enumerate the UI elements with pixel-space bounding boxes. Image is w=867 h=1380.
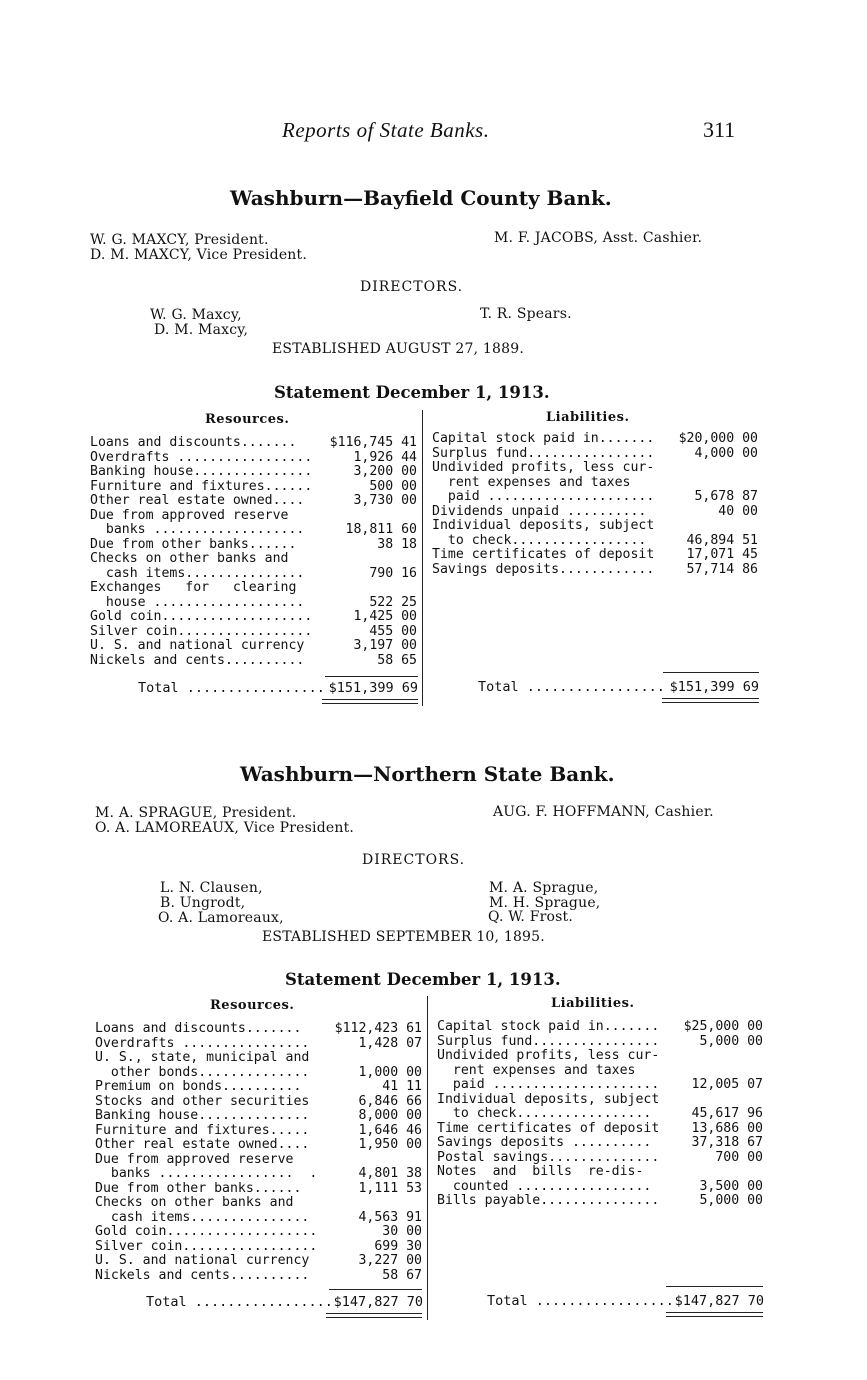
running-head: Reports of State Banks. — [282, 118, 490, 142]
row-label: banks ................... — [90, 523, 305, 537]
row-amount: 700 00 — [715, 1149, 763, 1165]
table-row — [432, 563, 758, 578]
row-amount: 40 00 — [718, 503, 758, 519]
row-amount: 1,111 53 — [358, 1180, 422, 1196]
row-label: Capital stock paid in....... — [432, 432, 655, 446]
total-label: Total ................. — [138, 680, 325, 696]
total-double-rule — [322, 699, 418, 704]
row-amount: 3,500 00 — [699, 1178, 763, 1194]
row-amount: 500 00 — [369, 478, 417, 494]
row-label: Silver coin................. — [90, 624, 313, 639]
row-amount: 5,000 00 — [699, 1033, 763, 1049]
table-row — [95, 1240, 422, 1255]
row-label: Banking house............... — [90, 465, 313, 479]
total-amount: $151,399 69 — [328, 680, 418, 696]
row-label: rent expenses and taxes — [432, 475, 631, 490]
resources-heading: Resources. — [210, 998, 295, 1013]
table-row — [437, 1078, 763, 1093]
table-row — [95, 1167, 422, 1182]
director-name: L. N. Clausen, — [160, 880, 263, 896]
subtotal-rule — [325, 676, 418, 677]
officer-left: M. A. SPRAGUE, President. — [95, 805, 297, 821]
row-label: Postal savings.............. — [437, 1150, 660, 1165]
bank-name: Washburn—Northern State Bank. — [240, 762, 615, 786]
column-divider — [427, 996, 428, 1320]
table-row — [90, 552, 417, 567]
table-row — [95, 1254, 422, 1269]
table-row — [432, 519, 758, 534]
officer-right: M. F. JACOBS, Asst. Cashier. — [494, 230, 703, 246]
row-amount: 3,227 00 — [358, 1253, 422, 1268]
officer-right: AUG. F. HOFFMANN, Cashier. — [493, 804, 714, 820]
page-number: 311 — [703, 117, 736, 142]
row-amount: 58 65 — [377, 652, 417, 668]
table-row — [437, 1049, 763, 1064]
table-row — [437, 1151, 763, 1166]
table-row — [90, 523, 417, 538]
row-label: cash items............... — [90, 566, 305, 581]
total-double-rule — [326, 1313, 422, 1318]
row-label: Individual deposits, subject — [437, 1092, 660, 1107]
total-double-rule — [662, 698, 759, 703]
row-label: Furniture and fixtures...... — [90, 479, 313, 494]
row-label: Due from approved reserve — [95, 1152, 294, 1167]
table-row — [90, 581, 417, 596]
row-label: paid ..................... — [432, 490, 655, 504]
liabilities-total-row — [478, 679, 759, 695]
table-row — [95, 1080, 422, 1095]
table-row — [432, 432, 758, 447]
director-name: M. A. Sprague, — [489, 880, 599, 896]
table-row — [437, 1136, 763, 1151]
row-amount: 30 00 — [382, 1224, 422, 1239]
row-label: Time certificates of deposit — [432, 548, 655, 562]
row-label: other bonds.............. — [95, 1065, 310, 1080]
table-row — [437, 1020, 763, 1035]
total-amount: $147,827 70 — [333, 1294, 423, 1310]
row-amount: 12,005 07 — [691, 1077, 763, 1092]
table-row — [95, 1037, 422, 1052]
table-row — [432, 461, 758, 476]
row-amount: 3,200 00 — [353, 464, 417, 479]
row-label: Loans and discounts....... — [90, 436, 297, 450]
row-amount: 522 25 — [369, 594, 417, 610]
row-label: Capital stock paid in....... — [437, 1020, 660, 1034]
row-amount: 45,617 96 — [691, 1106, 763, 1121]
table-row — [437, 1035, 763, 1050]
director-name: Q. W. Frost. — [488, 909, 574, 925]
table-row — [90, 538, 417, 553]
director-name: O. A. Lamoreaux, — [158, 910, 284, 926]
officer-left: D. M. MAXCY, Vice President. — [90, 247, 307, 263]
row-amount: 58 67 — [382, 1267, 422, 1283]
row-label: Time certificates of deposit — [437, 1121, 660, 1136]
row-amount: 6,846 66 — [358, 1093, 422, 1109]
table-row — [90, 639, 417, 654]
directors-heading: DIRECTORS. — [362, 852, 466, 868]
table-row — [95, 1211, 422, 1226]
row-label: Savings deposits .......... — [437, 1136, 652, 1150]
row-label: Silver coin................. — [95, 1239, 318, 1254]
row-label: Checks on other banks and — [95, 1196, 294, 1210]
table-row — [95, 1051, 422, 1066]
table-row — [432, 476, 758, 491]
row-label: paid ..................... — [437, 1078, 660, 1092]
liabilities-heading: Liabilities. — [546, 410, 630, 425]
row-label: Banking house.............. — [95, 1109, 310, 1123]
table-row — [432, 505, 758, 520]
director-name: M. H. Sprague, — [489, 895, 601, 911]
row-label: rent expenses and taxes — [437, 1063, 636, 1078]
table-row — [90, 610, 417, 625]
row-amount: $20,000 00 — [678, 431, 758, 446]
row-amount: 38 18 — [377, 536, 417, 552]
table-row — [90, 494, 417, 509]
row-amount: $116,745 41 — [329, 435, 417, 450]
row-label: Undivided profits, less cur- — [432, 461, 655, 475]
resources-heading: Resources. — [205, 412, 290, 427]
row-label: Stocks and other securities — [95, 1094, 310, 1109]
table-row — [432, 490, 758, 505]
row-label: Dividends unpaid .......... — [432, 504, 647, 519]
row-label: Due from approved reserve — [90, 508, 289, 523]
table-row — [90, 451, 417, 466]
subtotal-rule — [666, 1286, 763, 1287]
bank-name: Washburn—Bayfield County Bank. — [230, 186, 612, 210]
subtotal-rule — [329, 1289, 422, 1290]
table-row — [432, 447, 758, 462]
row-amount: 4,000 00 — [694, 445, 758, 461]
row-label: Notes and bills re-dis- — [437, 1165, 644, 1179]
table-row — [90, 625, 417, 640]
row-label: U. S. and national currency — [95, 1254, 310, 1268]
row-label: Gold coin................... — [95, 1225, 318, 1239]
row-amount: 1,926 44 — [353, 449, 417, 465]
row-label: Other real estate owned.... — [95, 1138, 310, 1152]
row-label: Furniture and fixtures..... — [95, 1123, 310, 1138]
row-amount: 5,000 00 — [699, 1193, 763, 1208]
row-amount: 57,714 86 — [686, 561, 758, 577]
row-amount: 5,678 87 — [694, 489, 758, 504]
row-label: Individual deposits, subject — [432, 519, 655, 533]
table-row — [90, 567, 417, 582]
row-label: Surplus fund................ — [437, 1034, 660, 1049]
total-amount: $147,827 70 — [674, 1293, 764, 1309]
row-label: Overdrafts ................ — [95, 1036, 310, 1051]
table-row — [437, 1194, 763, 1209]
table-row — [95, 1196, 422, 1211]
row-amount: $112,423 61 — [334, 1021, 422, 1036]
director-name: W. G. Maxcy, — [150, 307, 242, 323]
table-row — [95, 1022, 422, 1037]
row-label: cash items............... — [95, 1210, 310, 1225]
column-divider — [422, 410, 423, 706]
row-label: Nickels and cents.......... — [95, 1268, 310, 1283]
row-amount: 17,071 45 — [686, 547, 758, 562]
row-label: Loans and discounts....... — [95, 1022, 302, 1036]
row-label: Nickels and cents.......... — [90, 653, 305, 668]
table-row — [437, 1093, 763, 1108]
total-label: Total ................. — [478, 679, 665, 695]
row-amount: 4,563 91 — [358, 1209, 422, 1225]
officer-left: O. A. LAMOREAUX, Vice President. — [95, 820, 355, 836]
row-amount: 455 00 — [369, 623, 417, 639]
table-row — [437, 1064, 763, 1079]
table-row — [90, 654, 417, 669]
table-row — [95, 1269, 422, 1284]
table-row — [95, 1153, 422, 1168]
officer-left: W. G. MAXCY, President. — [90, 232, 269, 248]
director-name: B. Ungrodt, — [160, 895, 246, 911]
resources-total-row — [138, 680, 418, 696]
table-row — [95, 1182, 422, 1197]
row-label: Overdrafts ................. — [90, 450, 313, 465]
resources-table — [90, 436, 417, 668]
directors-heading: DIRECTORS. — [360, 279, 464, 295]
table-row — [432, 548, 758, 563]
statement-heading: Statement December 1, 1913. — [285, 970, 561, 989]
row-label: Surplus fund................ — [432, 446, 655, 461]
liabilities-total-row — [487, 1293, 764, 1309]
total-label: Total ................. — [487, 1293, 674, 1309]
table-row — [95, 1066, 422, 1081]
table-row — [95, 1225, 422, 1240]
row-label: Checks on other banks and — [90, 552, 289, 566]
table-row — [437, 1180, 763, 1195]
table-row — [437, 1107, 763, 1122]
row-amount: 1,646 46 — [358, 1122, 422, 1138]
table-row — [95, 1095, 422, 1110]
row-amount: 4,801 38 — [358, 1166, 422, 1181]
row-label: U. S., state, municipal and — [95, 1051, 310, 1065]
table-row — [95, 1124, 422, 1139]
row-amount: 46,894 51 — [686, 532, 758, 548]
established-date: ESTABLISHED SEPTEMBER 10, 1895. — [262, 929, 545, 945]
row-label: Due from other banks...... — [95, 1181, 302, 1196]
liabilities-table — [432, 432, 758, 577]
row-amount: 37,318 67 — [691, 1135, 763, 1150]
row-amount: 1,950 00 — [358, 1137, 422, 1152]
row-amount: 3,197 00 — [353, 638, 417, 653]
total-double-rule — [666, 1312, 763, 1317]
table-row — [437, 1122, 763, 1137]
row-amount: 41 11 — [382, 1079, 422, 1094]
resources-total-row — [146, 1294, 423, 1310]
row-amount: 18,811 60 — [345, 522, 417, 537]
row-label: Savings deposits............ — [432, 562, 655, 577]
liabilities-heading: Liabilities. — [551, 996, 635, 1011]
table-row — [95, 1109, 422, 1124]
row-label: Other real estate owned.... — [90, 494, 305, 508]
established-date: ESTABLISHED AUGUST 27, 1889. — [272, 341, 524, 357]
row-label: banks ................. . — [95, 1167, 318, 1181]
row-label: counted ................. — [437, 1179, 652, 1194]
row-amount: 1,000 00 — [358, 1064, 422, 1080]
liabilities-table — [437, 1020, 763, 1209]
row-label: Undivided profits, less cur- — [437, 1049, 660, 1063]
statement-heading: Statement December 1, 1913. — [274, 383, 550, 402]
table-row — [437, 1165, 763, 1180]
table-row — [90, 436, 417, 451]
row-label: U. S. and national currency — [90, 639, 305, 653]
director-name: T. R. Spears. — [480, 306, 572, 322]
row-amount: 1,428 07 — [358, 1035, 422, 1051]
table-row — [90, 480, 417, 495]
subtotal-rule — [663, 672, 759, 673]
row-label: Bills payable............... — [437, 1194, 660, 1208]
table-row — [90, 596, 417, 611]
row-amount: 8,000 00 — [358, 1108, 422, 1123]
row-label: to check................. — [432, 533, 647, 548]
row-amount: 1,425 00 — [353, 609, 417, 624]
resources-table — [95, 1022, 422, 1283]
row-amount: $25,000 00 — [683, 1019, 763, 1034]
table-row — [90, 509, 417, 524]
row-label: Exchanges for clearing — [90, 581, 297, 595]
row-amount: 790 16 — [369, 565, 417, 581]
row-label: to check................. — [437, 1107, 652, 1121]
row-amount: 3,730 00 — [353, 493, 417, 508]
table-row — [95, 1138, 422, 1153]
total-label: Total ................. — [146, 1294, 333, 1310]
row-label: Premium on bonds.......... — [95, 1080, 302, 1094]
table-row — [90, 465, 417, 480]
row-amount: 699 30 — [374, 1238, 422, 1254]
row-label: Due from other banks...... — [90, 537, 297, 552]
row-label: house ................... — [90, 595, 305, 610]
director-name: D. M. Maxcy, — [154, 322, 249, 338]
row-amount: 13,686 00 — [691, 1120, 763, 1136]
row-label: Gold coin................... — [90, 610, 313, 624]
total-amount: $151,399 69 — [669, 679, 759, 695]
table-row — [432, 534, 758, 549]
